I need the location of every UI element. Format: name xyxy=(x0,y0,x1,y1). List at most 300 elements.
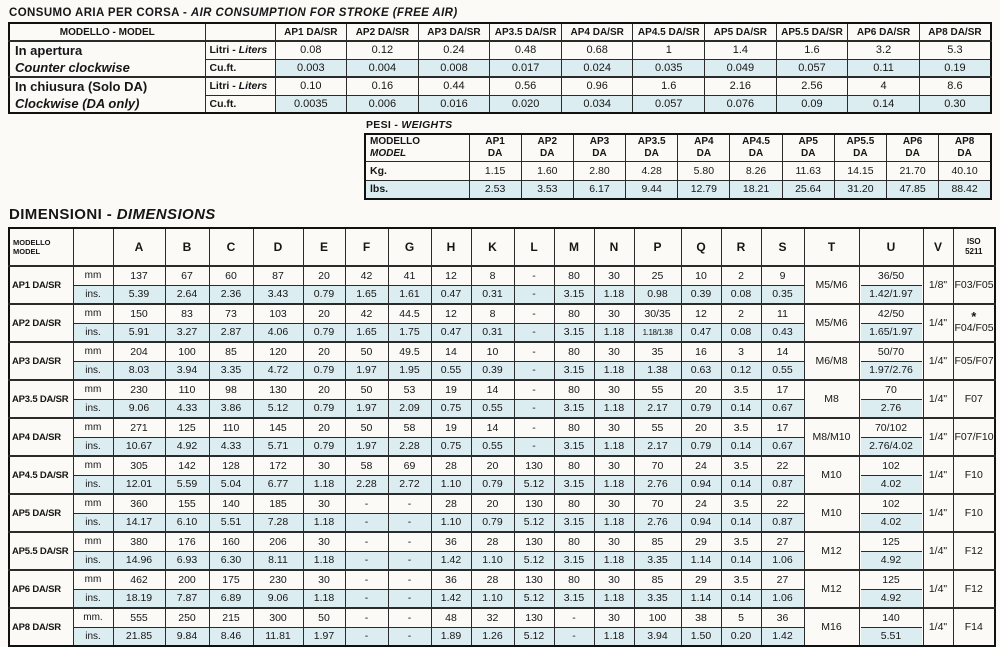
dims-value-mm: 20 xyxy=(471,456,514,475)
weights-col-header-model: AP5.5 xyxy=(846,135,875,147)
dims-value-ins: 1.18 xyxy=(594,551,634,570)
dims-value-t: M5/M6 xyxy=(804,304,859,342)
dims-value-mm: 155 xyxy=(165,494,209,513)
dims-value-ins: 0.79 xyxy=(471,475,514,494)
dims-col-header: E xyxy=(303,228,345,266)
dims-unit-mm: mm. xyxy=(73,608,113,627)
dims-value-ins: 1.89 xyxy=(431,627,471,646)
dims-value-ins: 0.94 xyxy=(681,513,721,532)
dims-value-u-mm: 102 xyxy=(861,495,922,514)
dims-value-mm: 30/35 xyxy=(634,304,681,323)
consumption-value: 0.035 xyxy=(633,59,705,77)
dims-value-mm: 98 xyxy=(209,380,253,399)
dims-value-mm: 70 xyxy=(634,456,681,475)
dims-value-ins: 0.14 xyxy=(721,551,761,570)
dims-value-ins: 5.39 xyxy=(113,285,165,304)
dims-iso-text: F14 xyxy=(964,621,983,633)
dims-value-mm: 30 xyxy=(303,456,345,475)
consumption-title xyxy=(9,7,992,19)
consumption-unit-it: Litri - xyxy=(209,80,239,93)
weights-value: 9.44 xyxy=(626,180,678,199)
dims-value-mm: - xyxy=(514,304,554,323)
dims-value-mm: 30 xyxy=(594,494,634,513)
dims-value-ins: 3.15 xyxy=(554,551,594,570)
dims-value-ins: 5.12 xyxy=(253,399,303,418)
dims-value-u-mm: 50/70 xyxy=(861,343,922,362)
weights-col-header-model: AP4 xyxy=(694,135,714,147)
dims-value-t: M10 xyxy=(804,456,859,494)
dims-value-ins: 0.08 xyxy=(721,285,761,304)
dims-value-ins: 6.77 xyxy=(253,475,303,494)
consumption-unit-it: Cu.ft. xyxy=(209,97,237,110)
dims-value-ins: 6.30 xyxy=(209,551,253,570)
dims-value-ins: 0.63 xyxy=(681,361,721,380)
dims-value-ins: 0.39 xyxy=(471,361,514,380)
dims-value-mm: 30 xyxy=(594,380,634,399)
dims-value-mm: 30 xyxy=(594,266,634,285)
consumption-unit-label xyxy=(205,77,275,95)
dims-value-mm: 38 xyxy=(681,608,721,627)
consumption-value: 0.0035 xyxy=(275,95,347,113)
dims-value-mm: 142 xyxy=(165,456,209,475)
dims-value-mm: 130 xyxy=(514,570,554,589)
dims-value-ins: 4.72 xyxy=(253,361,303,380)
weights-value: 25.64 xyxy=(782,180,834,199)
dims-value-t: M5/M6 xyxy=(804,266,859,304)
dims-value-v: 1/4" xyxy=(923,608,953,646)
dims-unit-mm: mm xyxy=(73,532,113,551)
dims-value-ins: 1.38 xyxy=(634,361,681,380)
weights-col-header-model: AP2 xyxy=(537,135,557,147)
dims-unit-mm: mm xyxy=(73,456,113,475)
dims-value-mm: 20 xyxy=(681,418,721,437)
dims-col-header: U xyxy=(859,228,923,266)
dims-value-ins: 1.42 xyxy=(431,589,471,608)
dims-value-ins: 5.59 xyxy=(165,475,209,494)
dims-value-mm: 250 xyxy=(165,608,209,627)
dims-value-ins: 1.18 xyxy=(594,627,634,646)
dims-value-mm: 30 xyxy=(303,570,345,589)
consumption-col-header: AP8 DA/SR xyxy=(919,23,991,41)
dims-value-mm: 14 xyxy=(471,380,514,399)
dims-value-ins: 8.03 xyxy=(113,361,165,380)
dims-value-mm: 2 xyxy=(721,304,761,323)
dims-value-ins: 5.12 xyxy=(514,589,554,608)
dims-value-ins: 1.18 xyxy=(594,437,634,456)
dims-value-ins: 1.06 xyxy=(761,551,804,570)
dims-value-mm: 185 xyxy=(253,494,303,513)
dims-value-mm: 58 xyxy=(388,418,431,437)
dims-value-ins: 3.35 xyxy=(209,361,253,380)
dims-value-mm: 145 xyxy=(253,418,303,437)
weights-col-header xyxy=(730,134,782,161)
dims-value-ins: 0.47 xyxy=(431,323,471,342)
dims-value-ins: 9.84 xyxy=(165,627,209,646)
dims-value-ins: 2.09 xyxy=(388,399,431,418)
dims-value-ins: 0.12 xyxy=(721,361,761,380)
dims-value-ins: 4.92 xyxy=(165,437,209,456)
dims-col-header: S xyxy=(761,228,804,266)
consumption-group-label-en: Clockwise (DA only) xyxy=(15,96,140,111)
dims-value-ins: 2.72 xyxy=(388,475,431,494)
consumption-value: 0.020 xyxy=(490,95,562,113)
dims-value-mm: 206 xyxy=(253,532,303,551)
dims-iso-text: F10 xyxy=(964,507,983,519)
dims-value-ins: 1.97 xyxy=(303,627,345,646)
dims-value-u-mm: 70 xyxy=(861,381,922,400)
consumption-value: 0.049 xyxy=(705,59,777,77)
weights-col-header-model: AP3.5 xyxy=(637,135,666,147)
dims-value-mm: 19 xyxy=(431,380,471,399)
dims-value-mm: 130 xyxy=(514,456,554,475)
consumption-value: 1.4 xyxy=(705,41,777,59)
dims-value-ins: 0.14 xyxy=(721,437,761,456)
weights-col-header-model: AP6 xyxy=(902,135,923,147)
weights-header-row xyxy=(365,134,991,161)
dims-value-mm: 204 xyxy=(113,342,165,361)
dims-iso-header xyxy=(953,228,995,266)
dims-unit-ins: ins. xyxy=(73,399,113,418)
dims-value-ins: 2.28 xyxy=(388,437,431,456)
dims-col-header: H xyxy=(431,228,471,266)
dims-value-mm: 3 xyxy=(721,342,761,361)
dims-unit-mm: mm xyxy=(73,494,113,513)
dims-iso-text: F10 xyxy=(964,469,983,481)
dims-iso-text: F03/F05 xyxy=(954,279,994,291)
consumption-unit-label xyxy=(205,95,275,113)
dims-value-ins: 2.28 xyxy=(345,475,388,494)
dims-value-mm: 172 xyxy=(253,456,303,475)
dims-value-ins: 21.85 xyxy=(113,627,165,646)
dims-unit-header xyxy=(73,228,113,266)
dims-value-mm: - xyxy=(514,418,554,437)
dims-value-mm: 176 xyxy=(165,532,209,551)
dims-value-ins: 0.79 xyxy=(303,323,345,342)
weights-col-header-model: AP5 xyxy=(798,135,818,147)
dims-value-mm: - xyxy=(345,570,388,589)
consumption-col-header: AP1 DA/SR xyxy=(275,23,347,41)
dims-value-mm: 215 xyxy=(209,608,253,627)
dims-value-t: M8 xyxy=(804,380,859,418)
dims-value-mm: - xyxy=(345,608,388,627)
dims-value-mm: 230 xyxy=(113,380,165,399)
dims-value-ins: 1.18 xyxy=(594,323,634,342)
dims-value-v: 1/4" xyxy=(923,570,953,608)
dims-value-u-mm: 102 xyxy=(861,457,922,476)
dims-value-mm: 3.5 xyxy=(721,570,761,589)
dims-value-iso xyxy=(953,380,995,418)
dims-value-mm: 73 xyxy=(209,304,253,323)
dims-value-ins: 1.14 xyxy=(681,551,721,570)
dims-col-header: M xyxy=(554,228,594,266)
dims-value-ins: 3.94 xyxy=(634,627,681,646)
dims-value-mm: 271 xyxy=(113,418,165,437)
dims-value-mm: 555 xyxy=(113,608,165,627)
dims-value-ins: 1.10 xyxy=(431,513,471,532)
dims-value-ins: 12.01 xyxy=(113,475,165,494)
dims-model-label: AP2 DA/SR xyxy=(9,304,73,342)
dims-value-mm: 230 xyxy=(253,570,303,589)
dims-value-mm: 80 xyxy=(554,380,594,399)
dims-value-ins: 5.91 xyxy=(113,323,165,342)
dims-value-mm: - xyxy=(388,532,431,551)
dims-col-header: P xyxy=(634,228,681,266)
dims-value-ins: 0.14 xyxy=(721,399,761,418)
dims-value-mm: 20 xyxy=(303,418,345,437)
dims-value-iso xyxy=(953,266,995,304)
dims-value-v: 1/4" xyxy=(923,304,953,342)
dims-model-label: AP3.5 DA/SR xyxy=(9,380,73,418)
dims-value-mm: 14 xyxy=(471,418,514,437)
dims-value-mm: 100 xyxy=(634,608,681,627)
dims-value-u-ins: 1.65/1.97 xyxy=(861,324,922,341)
weights-value: 1.15 xyxy=(469,161,521,180)
dims-value-mm: 85 xyxy=(634,532,681,551)
weights-model-header-en: MODEL xyxy=(370,147,407,159)
dims-value-ins: 1.10 xyxy=(471,551,514,570)
dims-value-ins: 0.94 xyxy=(681,475,721,494)
consumption-unit-en: Liters xyxy=(238,44,268,57)
weights-title-en: WEIGHTS xyxy=(401,119,453,131)
dims-value-mm: 36 xyxy=(761,608,804,627)
weights-value: 11.63 xyxy=(782,161,834,180)
dims-value-u xyxy=(859,456,923,494)
dims-value-mm: 55 xyxy=(634,418,681,437)
dims-row-mm xyxy=(9,304,995,323)
dims-model-label: AP8 DA/SR xyxy=(9,608,73,646)
dims-value-ins: 9.06 xyxy=(253,589,303,608)
dims-value-mm: 10 xyxy=(471,342,514,361)
dims-value-mm: 50 xyxy=(303,608,345,627)
weights-col-header xyxy=(521,134,573,161)
dims-value-mm: 30 xyxy=(594,532,634,551)
dims-value-ins: 0.55 xyxy=(471,399,514,418)
dimensions-title-it: DIMENSIONI - xyxy=(9,206,117,223)
dims-value-ins: 2.87 xyxy=(209,323,253,342)
dims-value-mm: 110 xyxy=(165,380,209,399)
dims-value-mm: 83 xyxy=(165,304,209,323)
dims-value-t: M8/M10 xyxy=(804,418,859,456)
weights-value: 1.60 xyxy=(521,161,573,180)
dims-value-v: 1/4" xyxy=(923,342,953,380)
consumption-title-it: CONSUMO ARIA PER CORSA - xyxy=(9,7,191,19)
dims-value-ins: 1.18 xyxy=(303,551,345,570)
dims-value-ins: 0.14 xyxy=(721,513,761,532)
weights-value: 4.28 xyxy=(626,161,678,180)
dims-value-mm: - xyxy=(514,266,554,285)
dims-value-ins: - xyxy=(388,589,431,608)
consumption-col-header: AP6 DA/SR xyxy=(848,23,920,41)
dims-value-mm: 55 xyxy=(634,380,681,399)
dims-value-ins: 0.79 xyxy=(303,361,345,380)
dims-value-ins: 8.46 xyxy=(209,627,253,646)
dims-value-ins: 1.18 xyxy=(594,399,634,418)
dims-value-u-ins: 2.76 xyxy=(861,400,922,417)
dims-model-label: AP5.5 DA/SR xyxy=(9,532,73,570)
dims-value-ins: 3.15 xyxy=(554,323,594,342)
dims-value-ins: 1.61 xyxy=(388,285,431,304)
dims-value-mm: 20 xyxy=(303,266,345,285)
dims-value-u-ins: 4.02 xyxy=(861,476,922,493)
dims-value-mm: 128 xyxy=(209,456,253,475)
dims-value-v: 1/4" xyxy=(923,494,953,532)
dims-value-ins: - xyxy=(514,399,554,418)
consumption-unit-it: Litri - xyxy=(209,44,239,57)
dims-value-mm: 30 xyxy=(303,494,345,513)
dims-value-mm: 17 xyxy=(761,380,804,399)
dims-value-iso xyxy=(953,456,995,494)
dims-value-ins: 1.10 xyxy=(471,589,514,608)
weights-section xyxy=(8,119,992,200)
weights-value: 40.10 xyxy=(939,161,991,180)
dims-col-header: F xyxy=(345,228,388,266)
dims-value-t: M10 xyxy=(804,494,859,532)
dims-value-ins: 1.97 xyxy=(345,437,388,456)
consumption-group-label-it: In chiusura (Solo DA) xyxy=(15,79,148,94)
dims-unit-mm: mm xyxy=(73,570,113,589)
dims-value-ins: 0.67 xyxy=(761,399,804,418)
dims-value-ins: 2.17 xyxy=(634,437,681,456)
dims-row-mm xyxy=(9,456,995,475)
weights-row-label: Kg. xyxy=(365,161,469,180)
weights-value: 14.15 xyxy=(834,161,886,180)
dims-value-u xyxy=(859,266,923,304)
dims-unit-mm: mm xyxy=(73,342,113,361)
dims-value-iso xyxy=(953,418,995,456)
consumption-model-header: MODELLO - MODEL xyxy=(9,23,205,41)
dims-value-mm: 2 xyxy=(721,266,761,285)
dims-value-ins: 5.12 xyxy=(514,627,554,646)
dims-value-ins: 9.06 xyxy=(113,399,165,418)
consumption-value: 1.6 xyxy=(633,77,705,95)
dims-value-mm: - xyxy=(514,380,554,399)
dims-value-ins: 1.97 xyxy=(345,399,388,418)
dims-value-mm: 20 xyxy=(303,380,345,399)
weights-row xyxy=(365,161,991,180)
dims-value-mm: 11 xyxy=(761,304,804,323)
dims-value-mm: 60 xyxy=(209,266,253,285)
dims-col-header: Q xyxy=(681,228,721,266)
dims-value-mm: 28 xyxy=(431,494,471,513)
dims-model-header-line1: MODELLO xyxy=(13,238,51,247)
dims-value-ins: 1.18 xyxy=(594,513,634,532)
dims-value-ins: 11.81 xyxy=(253,627,303,646)
weights-col-header xyxy=(834,134,886,161)
dims-unit-mm: mm xyxy=(73,418,113,437)
dims-unit-ins: ins. xyxy=(73,437,113,456)
dims-value-ins: 0.79 xyxy=(303,285,345,304)
dims-value-ins: - xyxy=(388,551,431,570)
weights-col-header-model: AP4.5 xyxy=(742,135,770,147)
dims-value-ins: 6.93 xyxy=(165,551,209,570)
dims-value-ins: 3.15 xyxy=(554,361,594,380)
weights-table xyxy=(364,133,992,200)
dims-value-mm: 24 xyxy=(681,456,721,475)
dims-value-ins: - xyxy=(514,285,554,304)
dims-value-mm: 36 xyxy=(431,532,471,551)
dims-value-ins: 1.50 xyxy=(681,627,721,646)
consumption-value: 0.09 xyxy=(776,95,848,113)
weights-value: 2.53 xyxy=(469,180,521,199)
dims-value-ins: 2.64 xyxy=(165,285,209,304)
consumption-value: 0.68 xyxy=(561,41,633,59)
dims-value-mm: 20 xyxy=(681,380,721,399)
dims-value-u xyxy=(859,418,923,456)
dims-value-mm: 80 xyxy=(554,456,594,475)
dims-value-mm: 85 xyxy=(634,570,681,589)
consumption-value: 0.16 xyxy=(347,77,419,95)
dims-value-mm: 29 xyxy=(681,532,721,551)
dims-value-ins: - xyxy=(514,323,554,342)
dims-value-ins: 0.35 xyxy=(761,285,804,304)
dims-value-mm: 35 xyxy=(634,342,681,361)
dims-value-ins: 3.15 xyxy=(554,513,594,532)
dims-value-mm: 150 xyxy=(113,304,165,323)
dims-value-ins: 0.08 xyxy=(721,323,761,342)
dims-value-ins: 0.87 xyxy=(761,475,804,494)
dims-value-u-ins: 1.42/1.97 xyxy=(861,286,922,303)
consumption-value: 0.19 xyxy=(919,59,991,77)
dims-model-label: AP6 DA/SR xyxy=(9,570,73,608)
weights-title xyxy=(366,119,992,131)
dims-value-ins: - xyxy=(345,551,388,570)
weights-col-header xyxy=(782,134,834,161)
dims-col-header: A xyxy=(113,228,165,266)
weights-row xyxy=(365,180,991,199)
dims-value-ins: 1.42 xyxy=(761,627,804,646)
consumption-group-label-en: Counter clockwise xyxy=(15,60,130,75)
dims-value-ins: 7.87 xyxy=(165,589,209,608)
dims-value-mm: 80 xyxy=(554,494,594,513)
dims-value-mm: 22 xyxy=(761,456,804,475)
weights-col-header-type: DA xyxy=(696,147,712,159)
dims-value-mm: 137 xyxy=(113,266,165,285)
weights-value: 8.26 xyxy=(730,161,782,180)
dims-value-v: 1/4" xyxy=(923,532,953,570)
consumption-value: 0.56 xyxy=(490,77,562,95)
dims-value-mm: 80 xyxy=(554,304,594,323)
dims-row-mm xyxy=(9,380,995,399)
consumption-value: 0.024 xyxy=(561,59,633,77)
dims-value-ins: 3.15 xyxy=(554,589,594,608)
dims-value-mm: 69 xyxy=(388,456,431,475)
weights-row-label: lbs. xyxy=(365,180,469,199)
weights-col-header xyxy=(469,134,521,161)
dims-value-mm: 28 xyxy=(431,456,471,475)
dims-value-ins: 1.97 xyxy=(345,361,388,380)
dims-value-mm: 80 xyxy=(554,342,594,361)
dims-value-mm: 20 xyxy=(471,494,514,513)
dims-value-mm: 14 xyxy=(761,342,804,361)
consumption-value: 0.057 xyxy=(633,95,705,113)
dims-value-mm: 3.5 xyxy=(721,532,761,551)
dims-value-ins: 6.89 xyxy=(209,589,253,608)
dims-value-u xyxy=(859,494,923,532)
dims-row-mm xyxy=(9,608,995,627)
dims-unit-mm: mm xyxy=(73,380,113,399)
dims-value-ins: 0.79 xyxy=(303,437,345,456)
consumption-col-header: AP3 DA/SR xyxy=(418,23,490,41)
dims-value-mm: 175 xyxy=(209,570,253,589)
dims-value-mm: 50 xyxy=(345,342,388,361)
dimensions-table xyxy=(8,227,996,647)
consumption-group-label xyxy=(9,77,205,113)
dims-value-u-ins: 4.92 xyxy=(861,552,922,569)
dims-value-u-mm: 70/102 xyxy=(861,419,922,438)
weights-col-header xyxy=(573,134,625,161)
dims-model-label: AP4.5 DA/SR xyxy=(9,456,73,494)
weights-col-header-type: DA xyxy=(540,147,555,159)
